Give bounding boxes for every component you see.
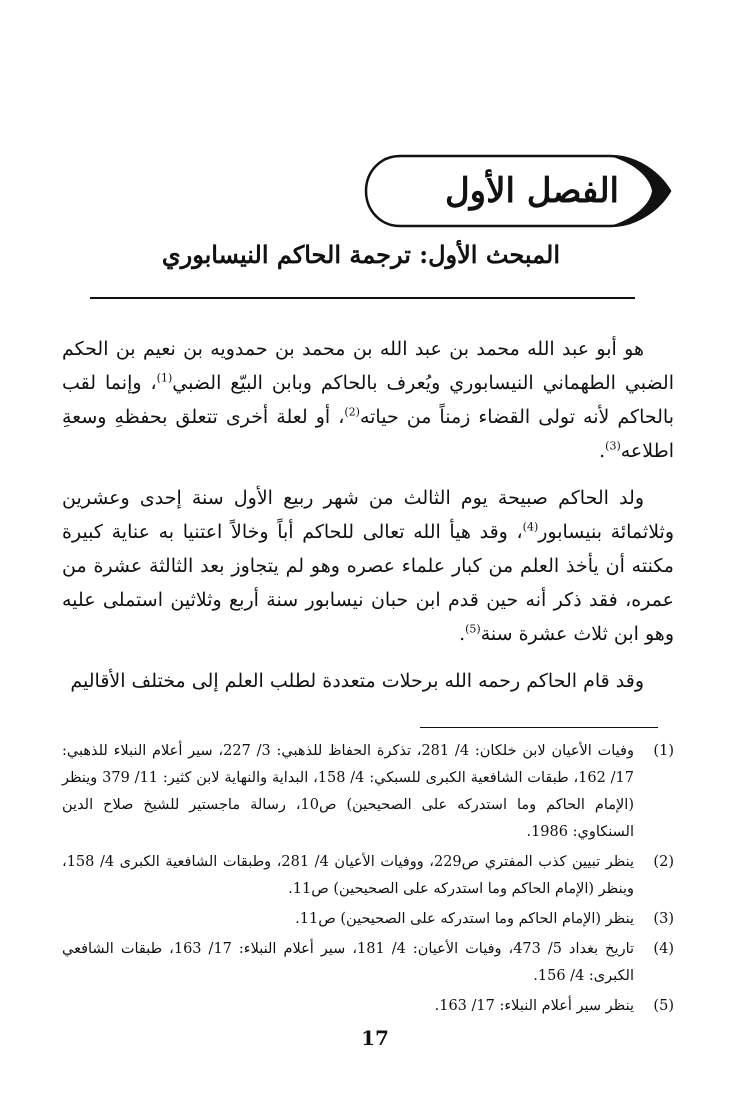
footnote-number: (2) [653, 854, 674, 870]
paragraph-1 [62, 332, 674, 468]
footnotes [62, 738, 674, 1023]
footnote-number: (5) [653, 998, 674, 1014]
title-divider [90, 297, 635, 299]
paragraph-1-text-c: ، أو لعلة أخرى تتعلق بحفظهِ وسعةِ اطلاعه [62, 406, 674, 462]
footnote-text: وفيات الأعيان لابن خلكان: 4/ 281، تذكرة الحفاظ للذهبي: 3/ 227، سير أعلام النبلاء للذهبي: 17/ 162، طبقات الشافعية الكبرى للسبكي: 4/ 158، البداية والنهاية لابن كثير: 11/ 379 وينظر (الإمام الحاكم وما استدركه على الصحيحين) ص10، رسالة ماجستير للشيخ صلاح الدين السنكاوي: 1986. [62, 743, 634, 840]
paragraph-2-text-a: ولد الحاكم صبيحة يوم الثالث من شهر ربيع الأول سنة إحدى وعشرين وثلاثمائة بنيسابور [62, 487, 674, 543]
footnote-text: ينظر تبيين كذب المفتري ص229، ووفيات الأعيان 4/ 281، وطبقات الشافعية الكبرى 4/ 158، وينظر (الإمام الحاكم وما استدركه على الصحيحين) ص11. [62, 854, 635, 897]
chapter-title: الفصل الأول [444, 171, 620, 211]
footnote [62, 738, 674, 846]
paragraph-2 [62, 481, 674, 651]
footnote-text: تاريخ بغداد 5/ 473، وفيات الأعيان: 4/ 181، سير أعلام النبلاء: 17/ 163، طبقات الشافعي الكبرى: 4/ 156. [62, 941, 635, 984]
footnote [62, 849, 674, 903]
paragraph-2-text-c: . [459, 623, 466, 645]
paragraph-2-text-b: ، وقد هيأ الله تعالى للحاكم أباً وخالاً اعتنيا به عناية كبيرة مكنته أن يأخذ العلم من كبار علماء عصره وهو لم يتجاوز بعد الثالثة عشرة من عمره، فقد ذكر أنه حين قدم ابن حبان نيسابور سنة أربع وثلاثين استملى عليه وهو ابن ثلاث عشرة سنة [62, 521, 674, 645]
footnote-text: ينظر (الإمام الحاكم وما استدركه على الصحيحين) ص11. [295, 911, 634, 927]
page-number: 17 [361, 1026, 389, 1050]
paragraph-1-text-d: . [599, 440, 606, 462]
footnote-ref-2: (2) [344, 405, 360, 419]
footnote-number: (3) [653, 911, 674, 927]
paragraph-3 [62, 664, 674, 698]
footnote-ref-5: (5) [465, 622, 481, 636]
footnote-text: ينظر سير أعلام النبلاء: 17/ 163. [434, 998, 634, 1014]
footnote [62, 936, 674, 990]
paragraph-3-text: وقد قام الحاكم رحمه الله برحلات متعددة لطلب العلم إلى مختلف الأقاليم [70, 670, 644, 692]
footnote-divider [420, 727, 658, 728]
footnote [62, 906, 674, 933]
footnote-ref-3: (3) [605, 439, 621, 453]
footnote-ref-4: (4) [522, 520, 539, 534]
footnote-number: (4) [653, 941, 674, 957]
paragraph-1-text-b: ، وإنما لقب بالحاكم لأنه تولى القضاء زمناً من حياته [62, 372, 674, 428]
section-title: المبحث الأول: ترجمة الحاكم النيسابوري [161, 240, 560, 269]
body-text [62, 332, 674, 698]
footnote [62, 993, 674, 1020]
footnote-ref-1: (1) [156, 371, 173, 385]
chapter-badge [360, 152, 672, 230]
footnote-number: (1) [653, 743, 674, 759]
paragraph-1-text-a: هو أبو عبد الله محمد بن عبد الله بن محمد بن حمدويه بن نعيم بن الحكم الضبي الطهماني النيسابوري ويُعرف بالحاكم وبابن البيّع الضبي [62, 338, 674, 394]
